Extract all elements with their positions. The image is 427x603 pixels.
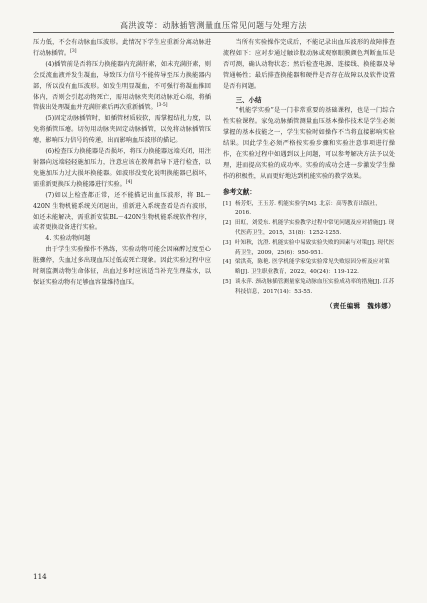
references-list [223, 200, 395, 298]
reference-item [223, 200, 395, 220]
section-heading: 三、小结 [235, 95, 262, 104]
reference-item [223, 278, 395, 298]
body-paragraph: “机能学实验”是一门非常重要的基础课程，也是一门综合性实验课程。家兔动脉插管测量血压基本操作技术是学生必须掌握的基本技能之一，学生实验时如操作不当将直接影响实验结果。因此学生必须严格按实验步骤和实验注意事项进行操作，在实验过程中如遇到以上问题，可以参考解决方法予以处理，进而提高实验的成功率。实验的成功会进一步激发学生操作的积极性，从而更好地达到机能实验的教学效果。 [223, 107, 395, 180]
body-paragraph: 当所有实验操作完成后，不能记录出血压波形的故障排查流程如下：应对步通过触诊股动脉或观察眼膜颜色判断血压是否可测，确认动物状态；然后检查电源、连接线、换能器及导管通畅性；最后排查换能器和硬件是否存在故障以及软件设置是否有问题。 [223, 39, 395, 90]
right-column [223, 38, 395, 578]
editor-note: （责任编辑 魏炜娜） [326, 301, 395, 310]
reference-item [223, 219, 395, 239]
reference-item [223, 239, 395, 259]
reference-text: 叶知秋，沈澄. 机能实验中易致实验失败的因素与对策[J]. 现代医药卫生，2009，25(6)：950-951. [235, 239, 395, 256]
body-paragraph [33, 60, 211, 115]
reference-number: [1] [223, 200, 231, 207]
body-paragraph [33, 114, 211, 147]
reference-text: 谈永萍. 颈动脉插管测量家兔动脉血压实验成功率的措施[J]. 江苏科技信息，2017(14)：53-55. [235, 279, 395, 295]
citation-marker: [3] [70, 48, 77, 54]
body-paragraph [33, 245, 211, 289]
paragraph-text: (5)固定动脉插管时，如插管材质较软，需掌握结扎力度，以免将插管压瘪。切勿用动脉夹固定动脉插管，以免将动脉插管压瘪，影响压力信号的传递，出而影响血压波形的描记。 [33, 115, 211, 145]
body-paragraph [33, 191, 211, 235]
paragraph-text: (6)检查压力换能器是否损坏，将压力换能器远端关闭，用注射器向远端轻轻施加压力，注意应该在教师指导下进行检查，以免施加压力过大损坏换能器。如波形没变化说明换能器已损坏，需重新更换压力换能器进行实验。 [33, 148, 211, 188]
references-title: 参考文献： [223, 187, 256, 196]
reference-number: [5] [223, 279, 231, 286]
body-paragraph [33, 147, 211, 191]
citation-marker: [3-5] [156, 103, 168, 109]
reference-text: 梁洪英，陈艳. 医学机能学家兔实验常见失败原因分析及应对策略[J]. 卫生职业教育，2022，40(24)：119-122. [235, 259, 390, 276]
left-column [33, 38, 211, 578]
reference-number: [3] [223, 239, 231, 246]
paragraph-text: 压力低，不会有动脉血压波形。此情况下学生应重新分离动脉进行动脉插管。 [33, 39, 211, 57]
reference-text: 田虹，刘爱东. 机能学实验教学过程中常见问题及应对措施[J]. 现代医药卫生，2015，31(8)：1252-1255. [235, 220, 395, 237]
reference-number: [2] [223, 220, 231, 227]
paragraph-text: 由于学生实验操作不熟练，实验动物可能会因麻醉过度至心脏骤停，失血过多出现血压过低或死亡现象。因此实验过程中应时刻监测动物生命体征，出血过多时应该适当补充生理盐水，以保证实验动物有足够血容量维持血压。 [33, 246, 211, 286]
subsection-heading [33, 234, 211, 245]
reference-item [223, 258, 395, 278]
header-rule [33, 32, 394, 33]
reference-text: 杨芳炬，王玉芳. 机能实验学[M]. 北京：高等教育出版社，2016. [235, 200, 381, 217]
body-paragraph [33, 38, 211, 60]
running-head: 高洪波等：动脉插管测量血压常见问题与处理方法 [120, 21, 307, 30]
citation-marker: [4] [125, 179, 133, 185]
page-number: 114 [33, 572, 47, 581]
paragraph-text: (4)插管前是否将压力换能器内充满肝素，如未充满肝素，则会反流血液并发生凝血，导致压力信号不能传导至压力换能器内部，所以没有血压波形。如发生明显凝血，不可强行将凝血推回体内，否则会引起动物死亡，需用动脉夹夹闭动脉近心端，将插管拔出处理凝血并充满肝素后再次重新插管。 [33, 60, 211, 112]
reference-number: [4] [223, 259, 231, 266]
paragraph-text: 4. 实验动物问题 [45, 235, 91, 243]
paragraph-text: (7)如以上检查都正常，还不能描记出血压波形，将 BL－420N 生物机能系统关闭退出，重新进入系统查看是否有波形，如还未能解决，需重新安装BL－420N生物机能系统软件程序，或者更换设备进行实验。 [33, 191, 211, 232]
